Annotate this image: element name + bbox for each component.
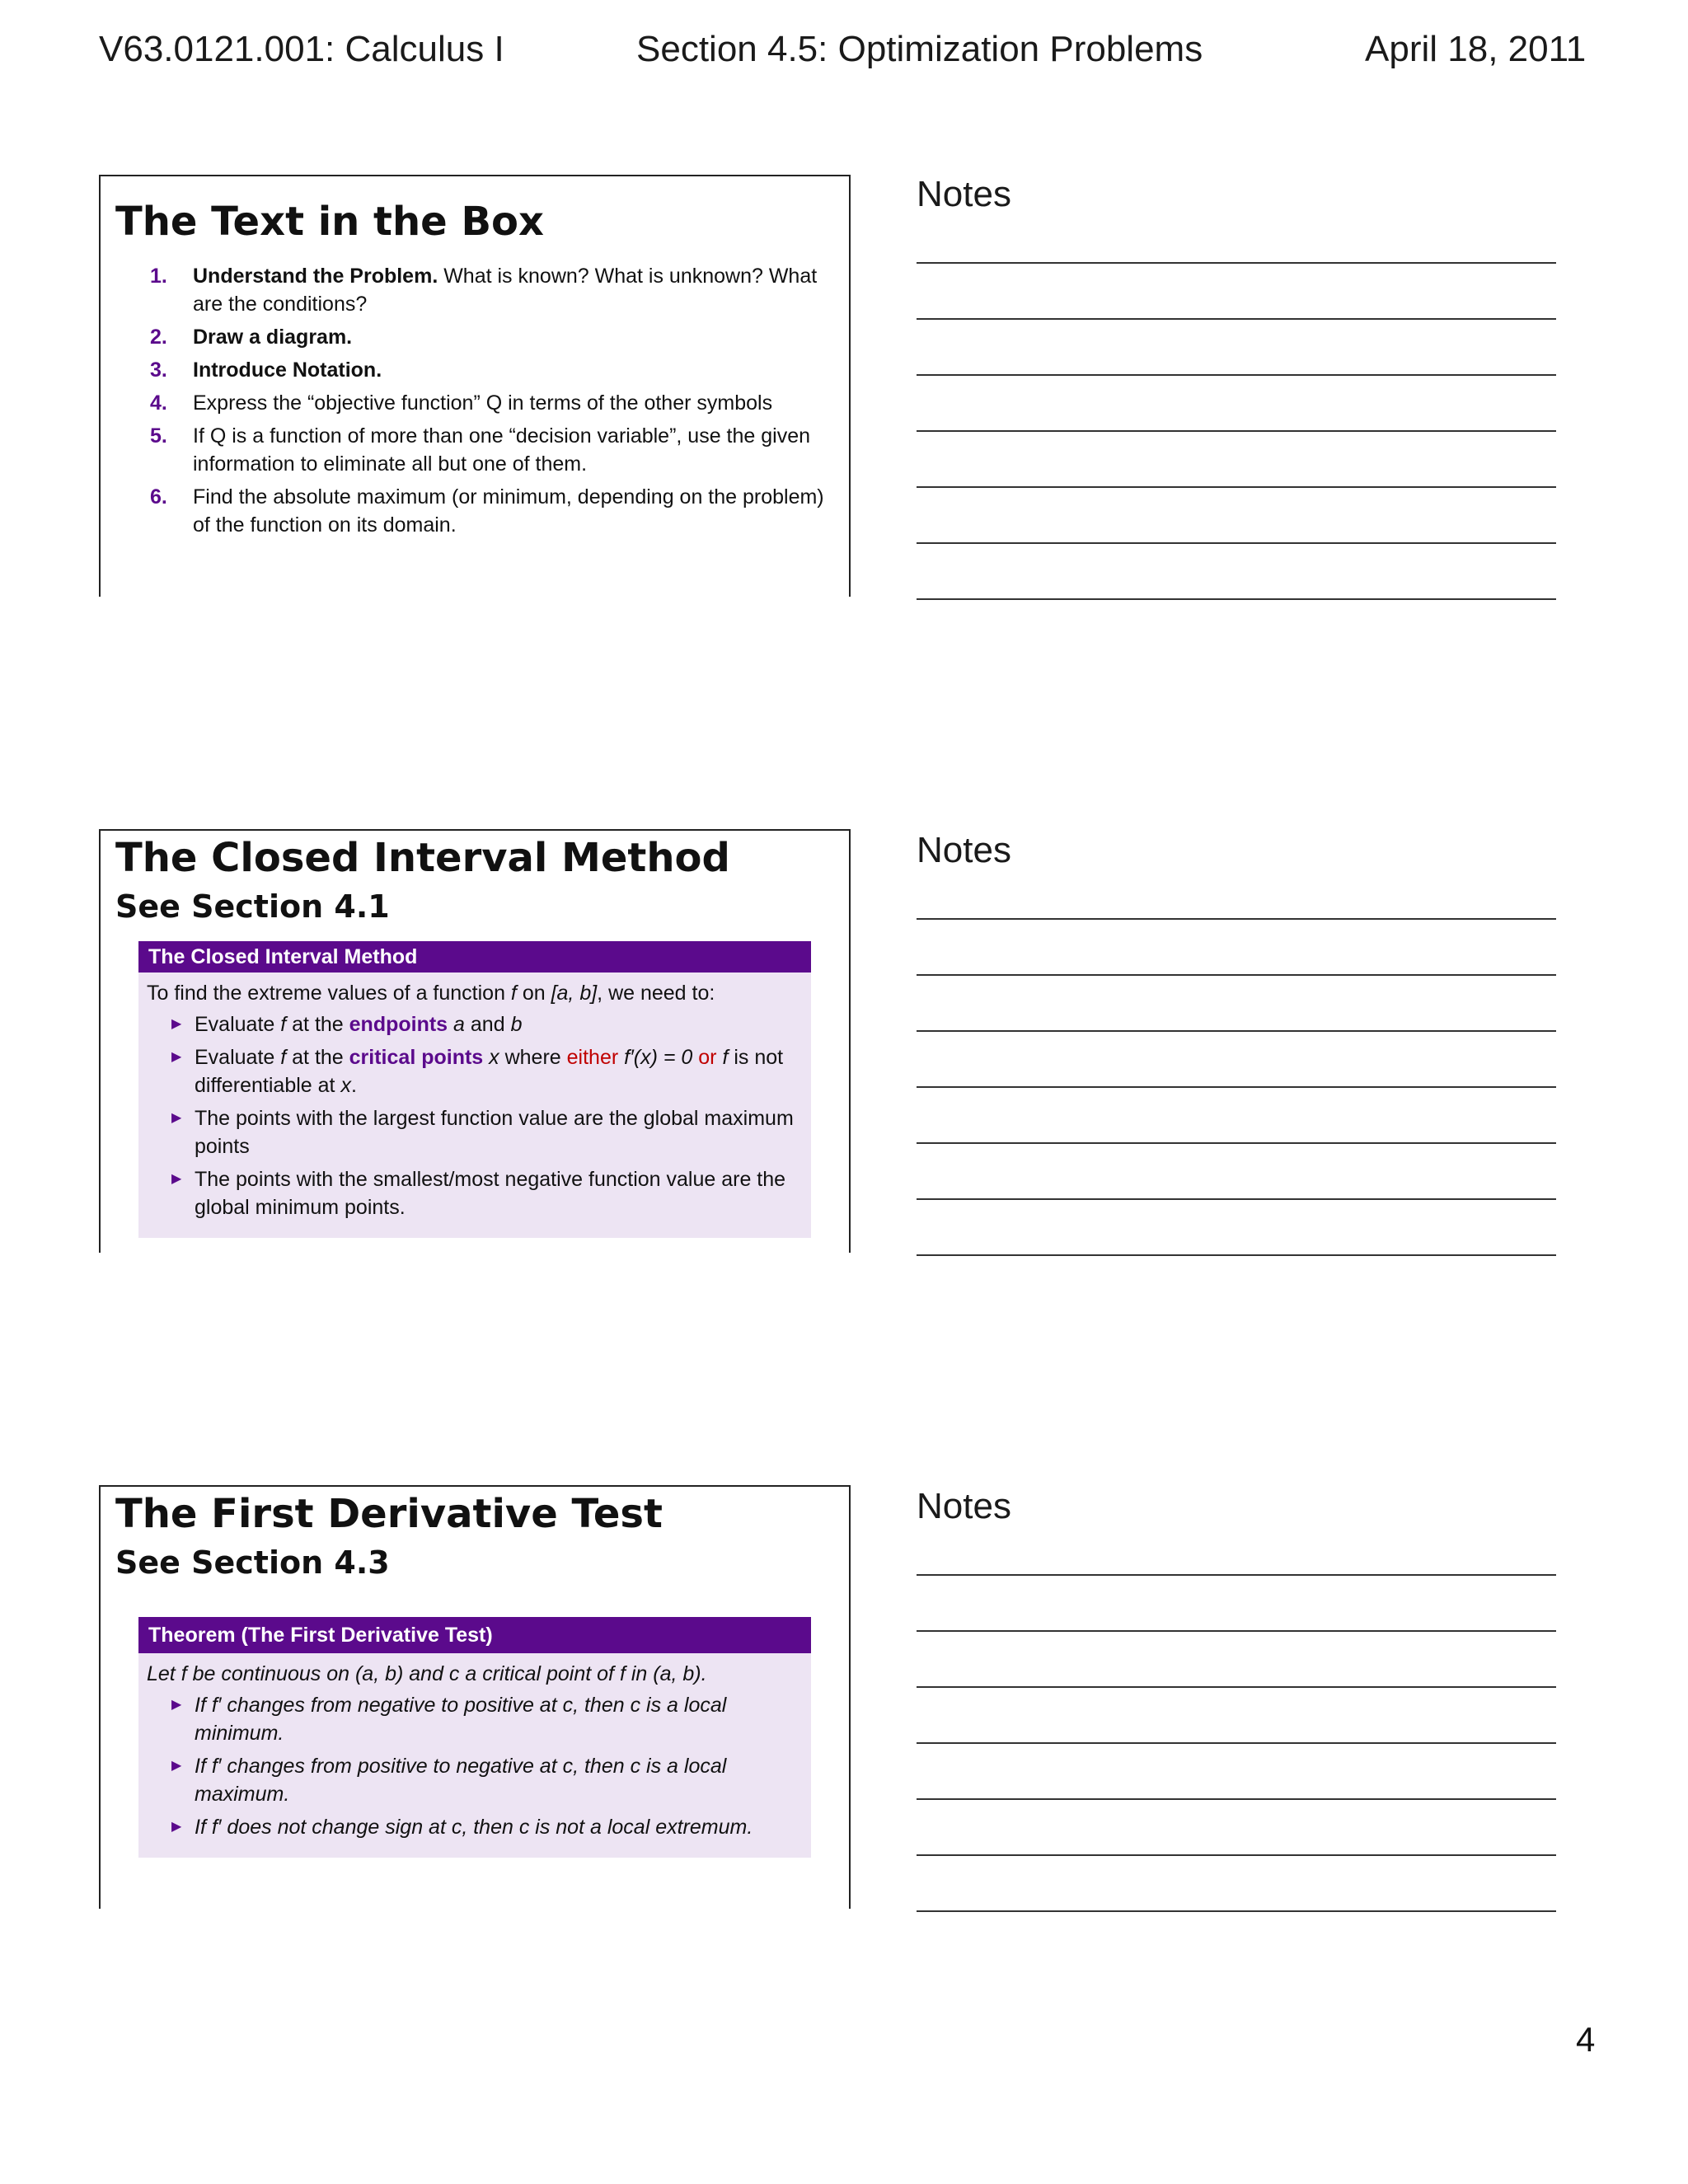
math-var: f — [510, 982, 517, 1005]
steps-list — [150, 262, 842, 544]
text-run: If f′ changes from positive to negative at c, then c is a local maximum. — [195, 1755, 727, 1806]
bullet-triangle-icon: ▶ — [171, 1111, 182, 1125]
notes-line — [917, 1630, 1556, 1632]
list-item — [171, 1043, 803, 1099]
highlight-or: or — [698, 1046, 717, 1069]
block-body — [138, 972, 811, 1238]
text-run: The points with the smallest/most negative function value are the global minimum points. — [195, 1168, 786, 1219]
notes-line — [917, 542, 1556, 544]
list-item — [150, 323, 842, 351]
list-item — [171, 1691, 803, 1747]
math-interval: [a, b] — [551, 982, 598, 1005]
step-lead: Understand the Problem. — [193, 265, 438, 288]
slide-closed-interval-method — [99, 829, 851, 1253]
math-var: a — [453, 1013, 465, 1036]
notes-line — [917, 974, 1556, 976]
step-number: 6. — [150, 485, 167, 509]
slide-subtitle: See Section 4.1 — [115, 888, 390, 925]
slide-subtitle: See Section 4.3 — [115, 1544, 390, 1581]
math-var: f — [280, 1046, 287, 1069]
text-run: Evaluate — [195, 1046, 281, 1069]
bullet-triangle-icon: ▶ — [171, 1698, 182, 1712]
highlight-either: either — [566, 1046, 619, 1069]
slide-title: The First Derivative Test — [115, 1491, 663, 1537]
text-run: If f′ changes from negative to positive at c, then c is a local minimum. — [195, 1694, 727, 1745]
text-run: on — [516, 982, 551, 1005]
math-var: f — [722, 1046, 729, 1069]
page-number: 4 — [1576, 2020, 1596, 2059]
definition-block — [138, 941, 811, 1238]
notes-line — [917, 1798, 1556, 1800]
list-item — [150, 483, 842, 539]
list-item — [171, 1165, 803, 1221]
notes-label: Notes — [917, 1486, 1011, 1526]
step-text: Express the “objective function” Q in terms of the other symbols — [193, 391, 773, 415]
notes-line — [917, 1254, 1556, 1256]
slide-title: The Closed Interval Method — [115, 835, 730, 881]
notes-line — [917, 598, 1556, 600]
list-item — [150, 422, 842, 478]
theorem-block — [138, 1617, 811, 1858]
notes-line — [917, 262, 1556, 264]
notes-line — [917, 1742, 1556, 1744]
step-text: Find the absolute maximum (or minimum, depending on the problem) of the function on its domain. — [193, 485, 824, 537]
step-lead: Draw a diagram. — [193, 326, 353, 349]
block-title: The Closed Interval Method — [138, 941, 811, 972]
math-var: f — [280, 1013, 287, 1036]
list-item — [171, 1104, 803, 1160]
text-run: To find the extreme values of a function — [147, 982, 511, 1005]
step-number: 3. — [150, 359, 167, 382]
slide-first-derivative-test — [99, 1485, 851, 1909]
notes-line — [917, 430, 1556, 432]
highlight-term: endpoints — [349, 1013, 448, 1036]
notes-line — [917, 1142, 1556, 1144]
list-item — [171, 1752, 803, 1808]
list-item — [150, 262, 842, 318]
text-run: If f′ does not change sign at c, then c is not a local extremum. — [195, 1816, 753, 1839]
text-run: Evaluate — [195, 1013, 281, 1036]
list-item — [150, 356, 842, 384]
notes-line — [917, 374, 1556, 376]
course-title: V63.0121.001: Calculus I — [99, 29, 504, 69]
notes-line — [917, 1854, 1556, 1856]
bullet-triangle-icon: ▶ — [171, 1050, 182, 1064]
notes-label: Notes — [917, 174, 1011, 214]
text-run: is not differentiable at — [195, 1046, 784, 1097]
list-item — [171, 1010, 803, 1038]
section-title: Section 4.5: Optimization Problems — [636, 29, 1203, 69]
highlight-term: critical points — [349, 1046, 484, 1069]
notes-line — [917, 918, 1556, 920]
text-run: where — [499, 1046, 567, 1069]
lecture-date: April 18, 2011 — [1365, 29, 1587, 69]
text-run: The points with the largest function value are the global maximum points — [195, 1107, 794, 1158]
block-title: Theorem (The First Derivative Test) — [138, 1617, 811, 1653]
notes-line — [917, 1030, 1556, 1032]
bullet-list — [147, 1010, 803, 1221]
block-intro: Let f be continuous on (a, b) and c a critical point of f in (a, b). — [147, 1662, 707, 1685]
bullet-triangle-icon: ▶ — [171, 1820, 182, 1834]
notes-line — [917, 486, 1556, 488]
math-var: x — [340, 1074, 351, 1097]
text-run — [448, 1013, 453, 1036]
bullet-triangle-icon: ▶ — [171, 1759, 182, 1773]
block-intro — [147, 979, 803, 1007]
notes-line — [917, 318, 1556, 320]
step-lead: Introduce Notation. — [193, 359, 382, 382]
notes-line — [917, 1686, 1556, 1688]
slide-title: The Text in the Box — [115, 199, 544, 245]
step-number: 2. — [150, 326, 167, 349]
bullet-triangle-icon: ▶ — [171, 1017, 182, 1031]
step-number: 1. — [150, 265, 167, 288]
list-item — [171, 1813, 803, 1841]
notes-label: Notes — [917, 830, 1011, 870]
notes-line — [917, 1574, 1556, 1576]
text-run: and — [464, 1013, 511, 1036]
text-run: , we need to: — [597, 982, 715, 1005]
math-expression: f′(x) = 0 — [624, 1046, 693, 1069]
step-text: What is known? What is unknown? What are the conditions? — [193, 265, 818, 316]
notes-line — [917, 1198, 1556, 1200]
text-run: at the — [286, 1046, 349, 1069]
math-var: b — [510, 1013, 523, 1036]
bullet-list — [147, 1691, 803, 1841]
list-item — [150, 389, 842, 417]
step-number: 5. — [150, 424, 167, 448]
slide-text-in-the-box — [99, 175, 851, 597]
step-text: If Q is a function of more than one “decision variable”, use the given information to eliminate all but one of them. — [193, 424, 811, 476]
block-body — [138, 1653, 811, 1858]
step-number: 4. — [150, 391, 167, 415]
notes-line — [917, 1086, 1556, 1088]
text-run: at the — [286, 1013, 349, 1036]
math-var: x — [489, 1046, 499, 1069]
text-run: . — [350, 1074, 357, 1097]
notes-line — [917, 1910, 1556, 1912]
bullet-triangle-icon: ▶ — [171, 1172, 182, 1186]
